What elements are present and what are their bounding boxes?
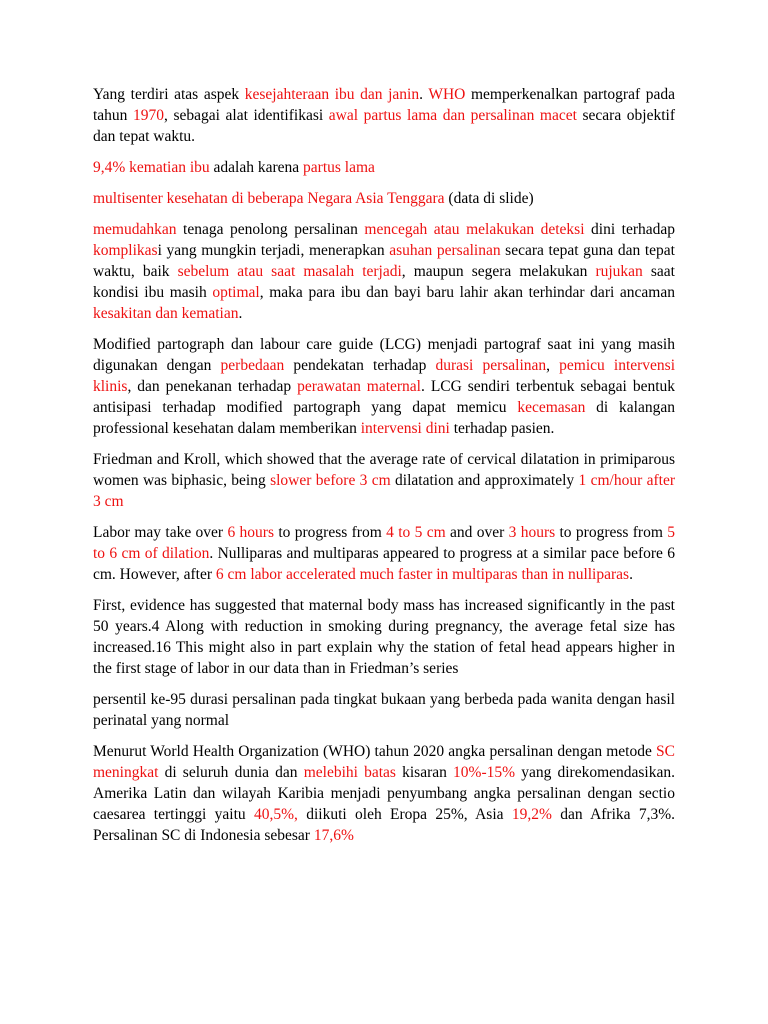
text-run: di kalangan professional kesehatan dalam memberikan [93, 399, 675, 437]
highlighted-text: awal partus lama dan persalinan macet [328, 107, 577, 124]
text-run: diikuti oleh Eropa 25%, Asia [297, 806, 512, 823]
highlighted-text: 6 cm labor accelerated much faster in multiparas than in nulliparas [215, 566, 630, 583]
highlighted-text: partus lama [303, 159, 375, 176]
text-run: , maka para ibu dan bayi baru lahir akan terhindar dari ancaman [259, 284, 675, 301]
paragraph [93, 84, 675, 147]
text-run: pendekatan terhadap [284, 357, 436, 374]
text-run: dini terhadap [584, 221, 675, 238]
text-run: terhadap pasien. [449, 420, 555, 437]
text-run: and over [445, 524, 509, 541]
text-run: , sebagai alat identifikasi [164, 107, 329, 124]
highlighted-text: WHO [428, 86, 466, 103]
highlighted-text: 3 hours [508, 524, 556, 541]
paragraph [93, 741, 675, 846]
paragraph [93, 522, 675, 585]
highlighted-text: melebihi batas [303, 764, 396, 781]
text-run: dilatation and approximately [390, 472, 579, 489]
text-run: to progress from [274, 524, 387, 541]
text-run: . [419, 86, 429, 103]
text-run: First, evidence has suggested that maternal body mass has increased significantly in the past 50 years.4 Along with reduction in smoking during pregnancy, the average fetal size has increased.16 This might also in part explain why the station of fetal head appears higher in the first stage of labor in our data than in Friedman’s series [93, 597, 675, 677]
text-run: Friedman and Kroll, which showed that the average rate of cervical dilatation in primiparous women was biphasic, being [93, 451, 675, 489]
paragraph [93, 334, 675, 439]
text-run: , dan penekanan terhadap [127, 378, 298, 395]
text-run: . Nulliparas and multiparas appeared to progress at a similar pace before 6 cm. However, after [93, 545, 675, 583]
highlighted-text: kesejahteraan ibu dan janin [244, 86, 420, 103]
paragraph [93, 188, 675, 209]
text-run: di seluruh dunia dan [158, 764, 304, 781]
highlighted-text: kecemasan [517, 399, 586, 416]
text-run: adalah karena [209, 159, 304, 176]
text-run: (data di slide) [444, 190, 534, 207]
text-run: memperkenalkan partograf pada tahun [93, 86, 675, 124]
highlighted-text: 17,6% [313, 827, 354, 844]
highlighted-text: durasi persalinan [435, 357, 547, 374]
highlighted-text: 9,4% kematian ibu [93, 159, 210, 176]
highlighted-text: 5 to 6 cm of dilation [93, 524, 675, 562]
highlighted-text: multisenter kesehatan di beberapa Negara Asia Tenggara [93, 190, 445, 207]
text-run: to progress from [555, 524, 668, 541]
paragraph [93, 219, 675, 324]
text-run: tenaga penolong persalinan [176, 221, 365, 238]
document-body [93, 84, 675, 846]
highlighted-text: 6 hours [227, 524, 274, 541]
paragraph [93, 689, 675, 731]
text-run: Menurut World Health Organization (WHO) tahun 2020 angka persalinan dengan metode [93, 743, 657, 760]
highlighted-text: sebelum atau saat masalah terjadi [177, 263, 402, 280]
text-run: dan Afrika 7,3%. Persalinan SC di Indonesia sebesar [93, 806, 676, 844]
text-run: . [629, 566, 633, 583]
text-run: Yang terdiri atas aspek [93, 86, 245, 103]
text-run: secara objektif dan tepat waktu. [93, 107, 675, 145]
text-run: , [546, 357, 560, 374]
highlighted-text: SC meningkat [93, 743, 675, 781]
text-run: , maupun segera melakukan [401, 263, 596, 280]
highlighted-text: intervensi dini [360, 420, 450, 437]
text-run: Modified partograph dan labour care guide (LCG) menjadi partograf saat ini yang masih digunakan dengan [93, 336, 675, 374]
highlighted-text: slower before 3 cm [270, 472, 391, 489]
highlighted-text: 4 to 5 cm [386, 524, 446, 541]
highlighted-text: komplikas [93, 242, 158, 259]
text-run: Labor may take over [93, 524, 228, 541]
text-run: yang direkomendasikan. Amerika Latin dan wilayah Karibia menjadi penyumbang angka persalinan dengan sectio caesarea tertinggi yaitu [93, 764, 675, 823]
text-run: . [238, 305, 243, 322]
highlighted-text: 1970 [133, 107, 165, 124]
highlighted-text: perawatan maternal [297, 378, 421, 395]
highlighted-text: 10%-15% [453, 764, 516, 781]
highlighted-text: 19,2% [511, 806, 552, 823]
text-run: i yang mungkin terjadi, menerapkan [157, 242, 390, 259]
highlighted-text: 1 cm/hour after 3 cm [93, 472, 676, 510]
paragraph [93, 157, 675, 178]
highlighted-text: 40,5%, [253, 806, 298, 823]
highlighted-text: optimal [212, 284, 260, 301]
text-run: secara tepat guna dan tepat waktu, baik [93, 242, 675, 280]
paragraph [93, 595, 675, 679]
highlighted-text: asuhan persalinan [389, 242, 501, 259]
paragraph [93, 449, 675, 512]
highlighted-text: memudahkan [93, 221, 177, 238]
text-run: saat kondisi ibu masih [93, 263, 675, 301]
text-run: kisaran [395, 764, 454, 781]
highlighted-text: rujukan [595, 263, 643, 280]
highlighted-text: mencegah atau melakukan deteksi [364, 221, 585, 238]
highlighted-text: kesakitan dan kematian [93, 305, 239, 322]
text-run: . LCG sendiri terbentuk sebagai bentuk antisipasi terhadap modified partograph yang dapat memicu [93, 378, 676, 416]
text-run: persentil ke-95 durasi persalinan pada tingkat bukaan yang berbeda pada wanita dengan hasil perinatal yang normal [93, 691, 675, 729]
highlighted-text: perbedaan [220, 357, 285, 374]
highlighted-text: pemicu intervensi klinis [93, 357, 676, 395]
